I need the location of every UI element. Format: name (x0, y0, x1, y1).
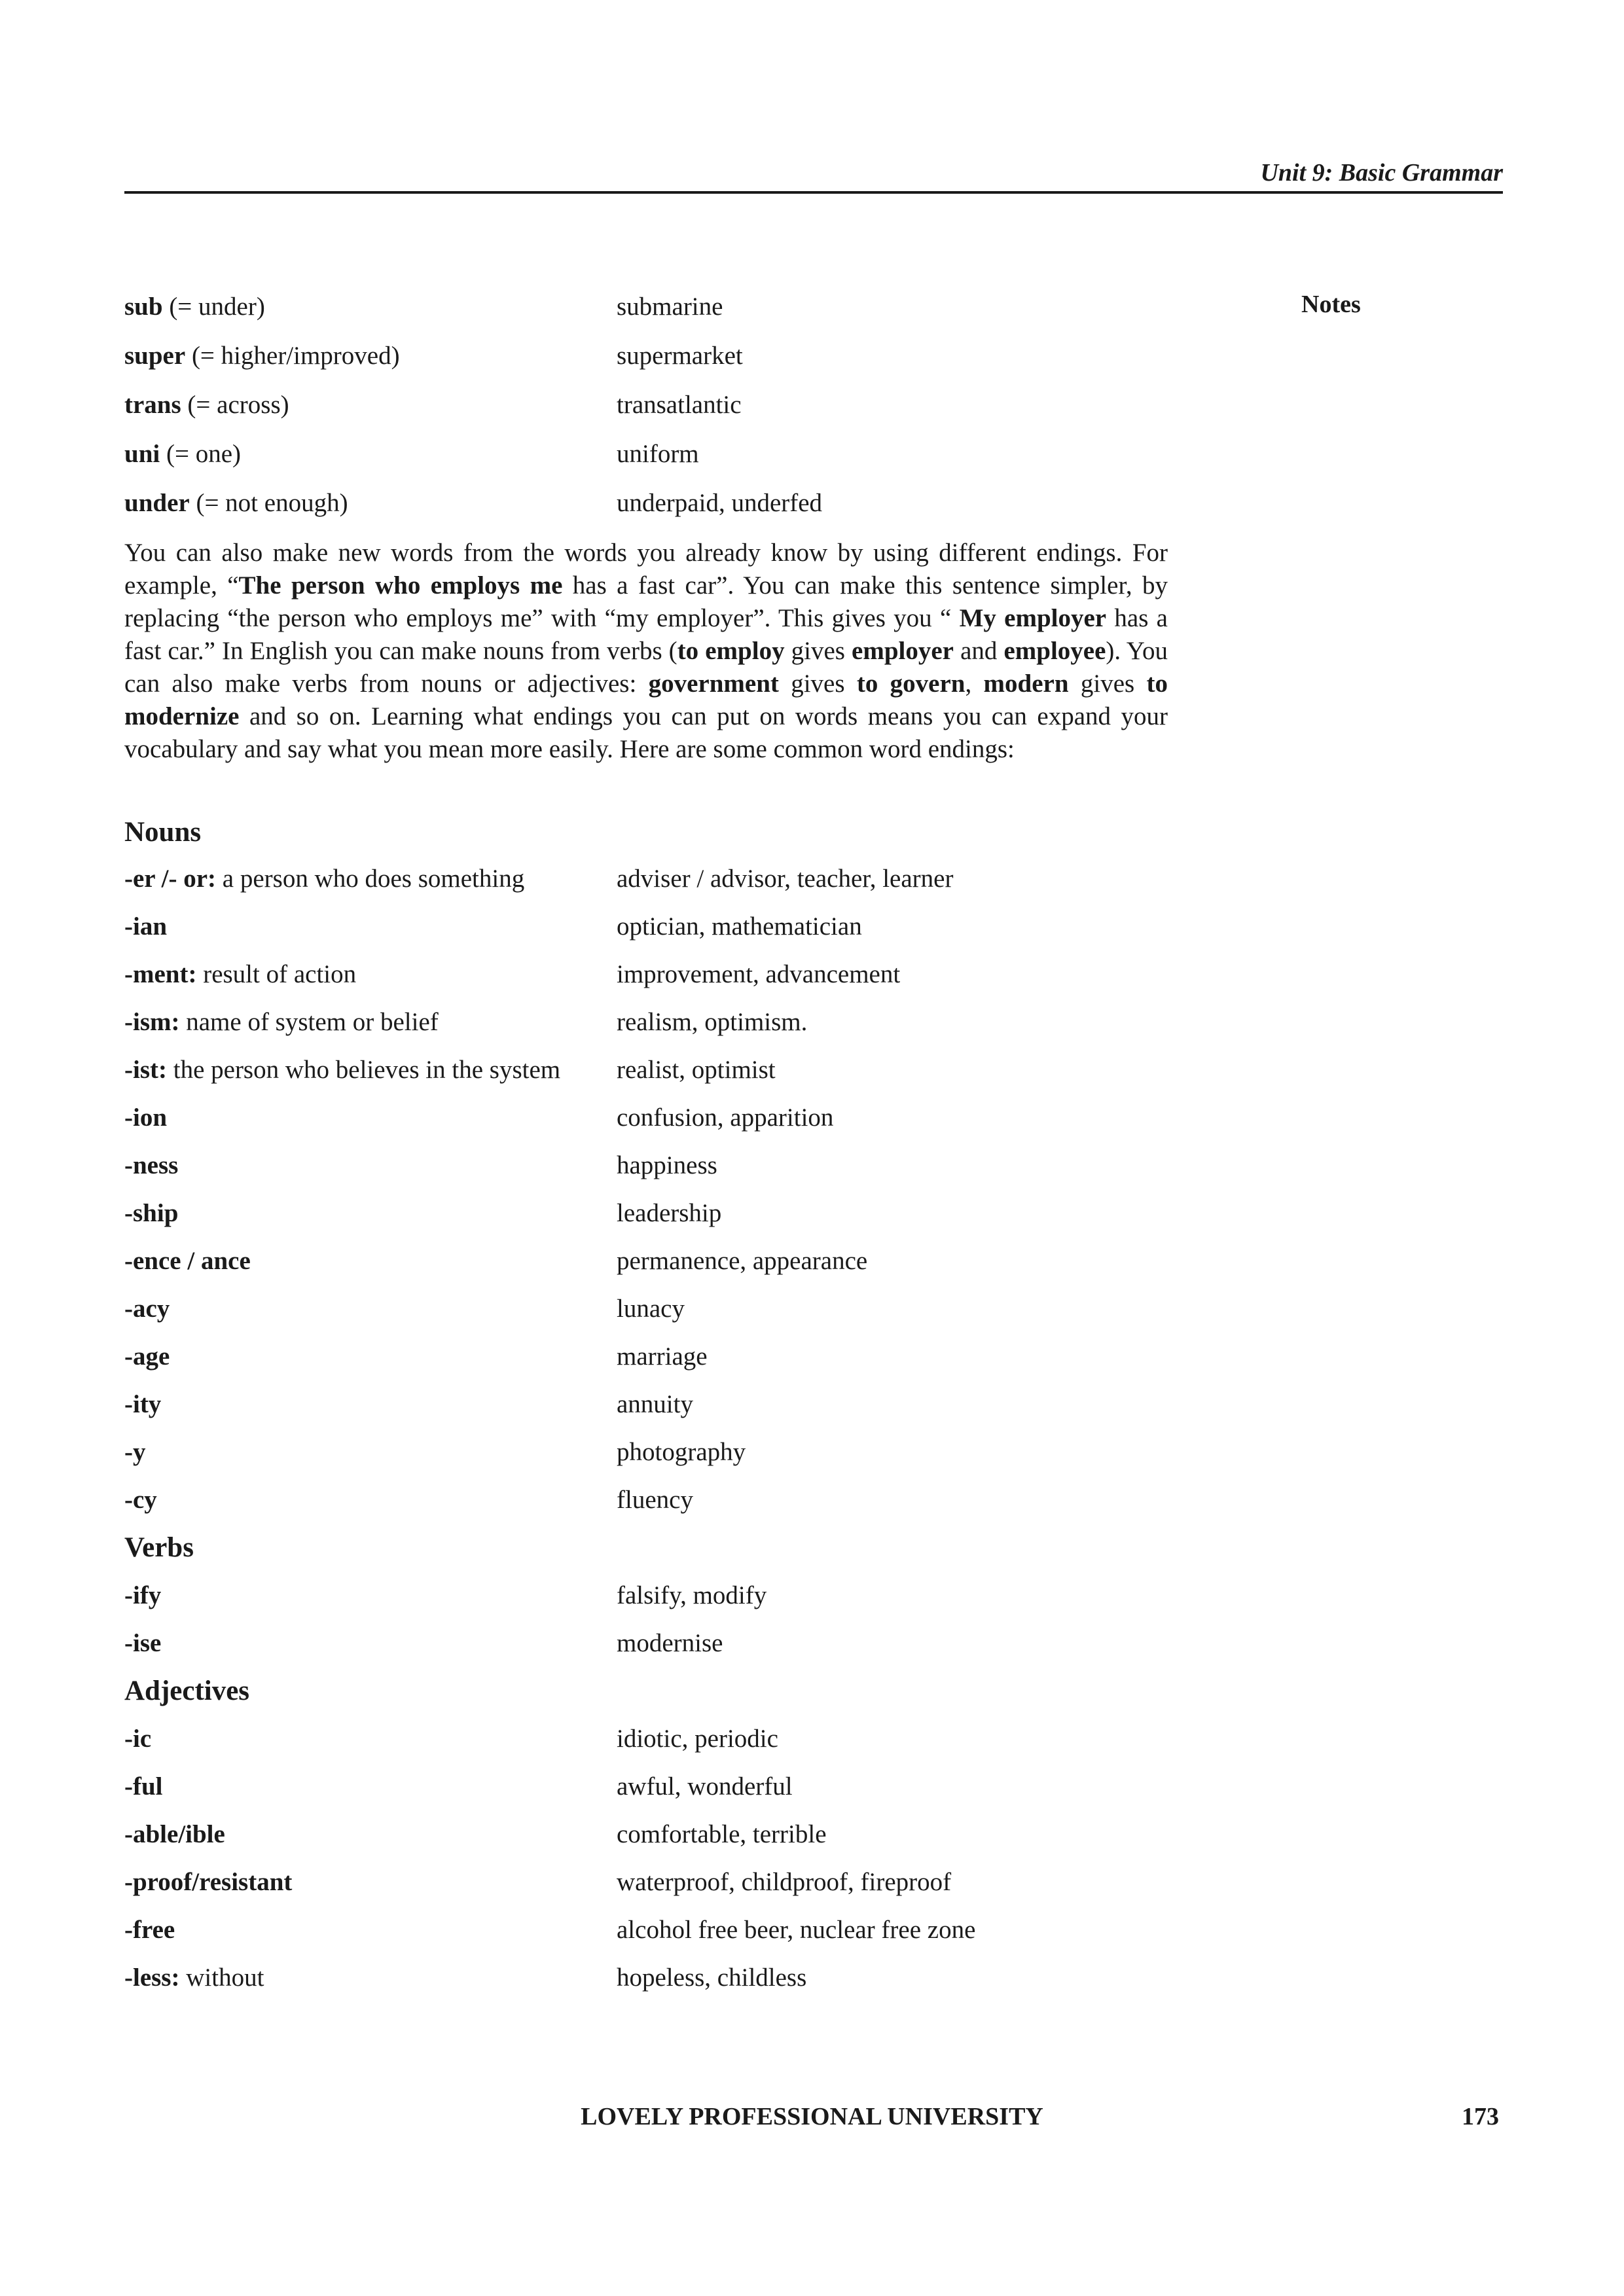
suffix-example: optician, mathematician (617, 912, 862, 941)
prefix-term: sub (= under) (124, 293, 265, 321)
suffix-example: happiness (617, 1151, 717, 1179)
prefix-example: supermarket (617, 342, 743, 370)
suffix-term: -cy (124, 1486, 157, 1514)
suffix-example: marriage (617, 1342, 708, 1371)
suffix-term: -ity (124, 1390, 162, 1418)
suffix-term: -ise (124, 1629, 162, 1657)
suffix-example: photography (617, 1438, 746, 1466)
suffix-example: modernise (617, 1629, 723, 1657)
prefix-example: submarine (617, 293, 723, 321)
suffix-term: -ist: the person who believes in the system (124, 1056, 561, 1084)
prefix-example: transatlantic (617, 391, 742, 419)
suffix-term: -ment: result of action (124, 960, 357, 988)
prefix-example: underpaid, underfed (617, 489, 823, 517)
prefix-term: under (= not enough) (124, 489, 348, 517)
prefix-term: uni (= one) (124, 440, 241, 468)
suffix-example: awful, wonderful (617, 1772, 793, 1801)
suffix-term: -ion (124, 1103, 168, 1132)
suffix-term: -acy (124, 1295, 170, 1323)
section-heading-nouns: Nouns (124, 817, 202, 848)
suffix-term: -ian (124, 912, 168, 941)
suffix-example: confusion, apparition (617, 1103, 834, 1132)
prefix-term: trans (= across) (124, 391, 289, 419)
suffix-term: -age (124, 1342, 170, 1371)
page-number: 173 (1462, 2103, 1499, 2130)
running-header: Unit 9: Basic Grammar (1260, 159, 1503, 187)
suffix-example: lunacy (617, 1295, 685, 1323)
footer-institution: LOVELY PROFESSIONAL UNIVERSITY (581, 2103, 1043, 2130)
suffix-example: waterproof, childproof, fireproof (617, 1868, 952, 1896)
notes-label: Notes (1301, 291, 1361, 318)
suffix-term: -less: without (124, 1964, 264, 1992)
suffix-term: -ic (124, 1725, 152, 1753)
section-heading-adjectives: Adjectives (124, 1676, 250, 1706)
suffix-term: -er /- or: a person who does something (124, 865, 525, 893)
suffix-term: -ify (124, 1581, 162, 1609)
suffix-example: hopeless, childless (617, 1964, 807, 1992)
suffix-example: idiotic, periodic (617, 1725, 778, 1753)
suffix-term: -ful (124, 1772, 163, 1801)
suffix-term: -ness (124, 1151, 179, 1179)
suffix-example: adviser / advisor, teacher, learner (617, 865, 954, 893)
suffix-example: leadership (617, 1199, 722, 1227)
suffix-term: -proof/resistant (124, 1868, 293, 1896)
suffix-term: -able/ible (124, 1820, 225, 1848)
suffix-example: realism, optimism. (617, 1008, 808, 1036)
suffix-example: realist, optimist (617, 1056, 776, 1084)
suffix-example: fluency (617, 1486, 693, 1514)
suffix-example: falsify, modify (617, 1581, 767, 1609)
suffix-term: -y (124, 1438, 146, 1466)
suffix-term: -free (124, 1916, 175, 1944)
suffix-example: permanence, appearance (617, 1247, 868, 1275)
suffix-example: alcohol free beer, nuclear free zone (617, 1916, 976, 1944)
suffix-term: -ism: name of system or belief (124, 1008, 439, 1036)
section-heading-verbs: Verbs (124, 1532, 194, 1563)
prefix-example: uniform (617, 440, 699, 468)
prefix-term: super (= higher/improved) (124, 342, 400, 370)
suffix-example: improvement, advancement (617, 960, 901, 988)
suffix-example: comfortable, terrible (617, 1820, 827, 1848)
body-paragraph: You can also make new words from the words you already know by using different endings. For example, “The person who employs me has a fast car”. You can make this sentence simpler, by replacing “the person who employs me” with “my employer”. This gives you “ My employer has a fast car.” In English you can make nouns from verbs (to employ gives employer and employee). You can also make verbs from nouns or adjectives: government gives to govern, modern gives to modernize and so on. Learning what endings you can put on words means you can expand your vocabulary and say what you mean more easily. Here are some common word endings: (124, 539, 1168, 763)
header-rule (124, 191, 1503, 194)
suffix-term: -ship (124, 1199, 179, 1227)
suffix-example: annuity (617, 1390, 693, 1418)
suffix-term: -ence / ance (124, 1247, 251, 1275)
